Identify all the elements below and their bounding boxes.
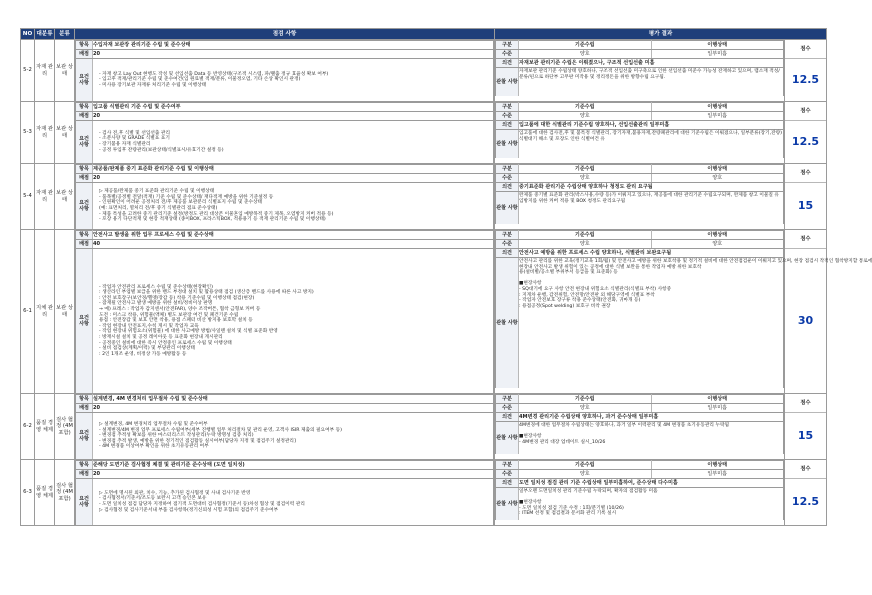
weight-value: 40 xyxy=(93,240,494,249)
weight-label: 배점 xyxy=(76,470,93,479)
div-label: 구분 xyxy=(496,395,519,404)
row-major: 품질 경영 체제 xyxy=(35,460,55,526)
check-cell xyxy=(75,460,495,526)
exec-level: 일부미흡 xyxy=(651,404,784,413)
exec-header: 이행상태 xyxy=(651,41,784,50)
req-label: 요건 사항 xyxy=(76,479,93,526)
score-cell xyxy=(785,102,827,164)
requirement-line: : 안전 보호장구(보안경/헬멧/장갑 등) 착용 기준수립 및 이행상태 점검(현장) xyxy=(99,295,255,301)
note-line: : 용접공정(Spot welding) 보호구 비착 권장 xyxy=(519,303,611,309)
weight-label: 배점 xyxy=(76,404,93,413)
evaluation-sheet xyxy=(20,28,872,526)
div-label: 구분 xyxy=(496,103,519,112)
requirement-line: ▷ 설계변경, 4M 변경처리 업무절차 수립 및 준수여부 xyxy=(99,422,208,428)
requirement-line: - 입고후 적재/관리기준 수립 및 준수여건(입 원료별 적재/분류, 이물정오염, 기타 손상 확인시 관정) xyxy=(99,77,301,83)
requirement-line: ▷ 검사협정 및 검사기준서내 부품 검사항목(정기신뢰성 시험 포함)의 점검주기 준수여부 xyxy=(99,507,279,513)
requirement-line: ▷ 도면에 명시된 외관, 치수, 기능, 추가된 검사협정 및 사내 검사기준 반영 xyxy=(99,490,251,496)
requirements xyxy=(93,479,494,526)
opinion-label: 의견 xyxy=(496,249,519,258)
requirement-line: - 검사 전,후 식별 및 선입선출 관리 xyxy=(99,130,170,136)
check-cell xyxy=(75,164,495,230)
item-title: 제공품/완제품 중기 표준화 관리기준 수립 및 이행상태 xyxy=(93,165,494,174)
std-level: 양호 xyxy=(519,470,652,479)
note-text: 입고품에 대한 검사전,후 및 불특정 식별관리, 장기자재,불용자재,잔량폐관리에 대한 기준수립은 이뤄졌으나, 일부분류(장기,잔량) 식별대기 해소 및 포장도 인한 식별여건 유 xyxy=(519,131,782,142)
requirements xyxy=(93,121,494,164)
requirement-line: - 설비 점검상(계획/이력) 및 부당관리 이행상태 xyxy=(99,346,195,352)
requirement-line: - 인원확인이 어려운 공정처리 전/후 제공품 보관분리 식별표지 수립 및 준수상태 xyxy=(99,200,263,206)
evaluation-table xyxy=(20,28,872,526)
note-line: : ITEM 선정 및 점검결과 문서화 관리 기록 실시 xyxy=(519,511,617,517)
check-cell xyxy=(75,40,495,102)
item-label: 항목 xyxy=(76,461,93,470)
row-major: 자재 관리 xyxy=(35,102,55,164)
requirement-line: : 2인 1개조 운영, 비정상 가동 예방활동 등 xyxy=(99,351,187,357)
level-label: 수준 xyxy=(496,174,519,183)
col-minor: 분류 xyxy=(55,29,75,40)
item-title: 안전사고 발생을 위한 업무 프로세스 수립 및 준수상태 xyxy=(93,231,494,240)
note-line: 안전사고 관리를 위한 교육(정기교육 1회/월) 및 안전사고 예방을 위한 보호착용 및 정기적 설비에 대한 안전점검운이 이뤄지고 있으며, 현장 점검시 작적인 협착방지할 통로에 xyxy=(519,259,872,264)
note-line: 용(설비별/공소별 부위부서 등급을 및 표준화) 등 xyxy=(519,270,618,276)
requirement-line: (예: 표면처리, 열처리 전/후 중기 식별관리 점표 준수상태) xyxy=(99,206,218,211)
opinion-text: 자재보관 관리기준 수립은 이뤄졌으나, 구조적 선입선출 미흡 xyxy=(519,59,784,68)
requirement-line: - 도면 일치성 점검 담당자 지정하여 점기적 도면대비 검사협정(기준서 등)차성 협상 및 점검이력 관리 xyxy=(99,502,305,507)
level-label: 수준 xyxy=(496,404,519,413)
row-no: 6-3 xyxy=(21,460,35,526)
score-value: 15 xyxy=(797,199,814,212)
std-level: 양호 xyxy=(519,112,652,121)
row-minor: 보관 상태 xyxy=(55,40,75,102)
note-cell xyxy=(519,488,784,521)
result-cell xyxy=(495,394,785,460)
note-text: 자재보관 관리기준 수립상태 양호하나, 구조적 선입선출 미구축으로 인한 선입선출 미준수 가능성 잔재하고 있으며, 랩소재 적성/분류/핀으로 하단부 고무판 미작용 및 정리정돈을 위한 방향수립 요구됨. xyxy=(519,69,780,80)
note-line: - 4M변경 관리 대장 업데이트 실시_10/26 xyxy=(519,439,606,445)
weight-value: 20 xyxy=(93,404,494,413)
level-label: 수준 xyxy=(496,470,519,479)
check-cell xyxy=(75,394,495,460)
opinion-label: 의견 xyxy=(496,59,519,68)
evaluation-row xyxy=(21,230,827,394)
item-label: 항목 xyxy=(76,231,93,240)
note-cell xyxy=(519,68,784,97)
score-value: 15 xyxy=(797,429,814,442)
row-major: 지체 관리 xyxy=(35,230,55,394)
requirement-line: - 소분사양 및 GRADE 식별표 표기 xyxy=(99,136,170,142)
weight-value: 20 xyxy=(93,112,494,121)
score-cell xyxy=(785,394,827,460)
level-label: 수준 xyxy=(496,112,519,121)
evaluation-row xyxy=(21,102,827,164)
evaluation-row xyxy=(21,40,827,102)
col-major: 대분류 xyxy=(35,29,55,40)
std-level: 양호 xyxy=(519,404,652,413)
requirement-line: - 잠재될 안전사고 발생 예방을 위한 설비/정비이상 판명 xyxy=(99,301,213,307)
score-label: 점수 xyxy=(785,230,826,249)
score-label: 점수 xyxy=(785,394,826,413)
requirement-line: ▷ 제공품/완제품 중기 표준화 관리기준 수립 및 이행상태 xyxy=(99,189,215,195)
div-label: 구분 xyxy=(496,231,519,240)
note-cell xyxy=(519,130,784,159)
result-cell xyxy=(495,164,785,230)
row-major: 자재 관리 xyxy=(35,164,55,230)
requirement-line: - 포장 용기 다단적재 및 현장 적재상태 (종이BOX, 프라스틱BOX, 적용용기 등 적재 관리기준 수립 및 이행상태) xyxy=(99,217,326,223)
requirement-line: - 장기불용 자재 식별관리 xyxy=(99,142,151,147)
opinion-label: 의견 xyxy=(496,479,519,488)
row-no: 5-3 xyxy=(21,102,35,164)
score-label: 점수 xyxy=(785,102,826,121)
note-line: 일부오렌 도면일치성 관리 기준수립 누락되며, 확자의 점검활동 미흡 xyxy=(519,489,658,494)
check-cell xyxy=(75,230,495,394)
requirement-line: - 작업 현장내 안전표지,수칙 게시 및 작업자 교육 xyxy=(99,323,199,329)
level-label: 수준 xyxy=(496,240,519,249)
note-line: ■현장사항 xyxy=(519,500,542,506)
opinion-text: 도면 일치성 점검 관리 기준 수립상태 일부미흡하여, 준수상태 다수미흡 xyxy=(519,479,784,488)
div-label: 구분 xyxy=(496,461,519,470)
requirement-line: - 품목별/공정별 전달(적재) 기준 수립 및 준수상태/ 재다적재 예방을 위한 기준설정 등 xyxy=(99,194,274,200)
std-level: 양호 xyxy=(519,240,652,249)
exec-header: 이행상태 xyxy=(651,231,784,240)
score-value: 12.5 xyxy=(791,135,820,148)
std-header: 기준수립 xyxy=(519,165,652,174)
check-cell xyxy=(75,102,495,164)
item-title: 수입자재 보관장 관리기준 수립 및 준수상태 xyxy=(93,41,494,50)
score-label: 점수 xyxy=(785,164,826,183)
note-line: ■현장사항 xyxy=(519,281,542,287)
score-cell xyxy=(785,164,827,230)
item-title: 설계변경, 4M 변경처리 업무절차 수립 및 준수상태 xyxy=(93,395,494,404)
requirement-line: - 공정 투입후 잔량관리(보관상태/식별표시/유효기간 설정 등) xyxy=(99,147,224,153)
requirements xyxy=(93,59,494,102)
note-label: 관찰 사항 xyxy=(496,130,519,159)
note-line: - 도면 일치성 점검 기준 수정 : 1회/분기별 (10/26) xyxy=(519,505,624,511)
requirement-line: - 작업 현장내 위험요소(위험물) 에 대한 사고예방 방법/사일랜 설치 및 식별 표준화 반영 xyxy=(99,329,278,335)
note-label: 관찰 사항 xyxy=(496,422,519,455)
result-cell xyxy=(495,460,785,526)
std-header: 기준수립 xyxy=(519,103,652,112)
opinion-label: 의견 xyxy=(496,121,519,130)
div-label: 구분 xyxy=(496,41,519,50)
std-level: 양호 xyxy=(519,50,652,59)
requirement-line: - 미사용 장기보관 자재류 처리기준 수립 및 이행상태 xyxy=(99,82,207,88)
std-header: 기준수립 xyxy=(519,395,652,404)
requirement-line: 도전 : 미스크 착용, 위험물(액체) 별도 보관장 여건 및 폐건기준 수립 xyxy=(99,312,239,318)
evaluation-row xyxy=(21,460,827,526)
row-minor: 검사 협정 (4M포함) xyxy=(55,460,75,526)
std-level: 양호 xyxy=(519,174,652,183)
row-minor: 보관 상태 xyxy=(55,164,75,230)
evaluation-row xyxy=(21,394,827,460)
opinion-label: 의견 xyxy=(496,183,519,192)
exec-header: 이행상태 xyxy=(651,395,784,404)
requirement-line: 용접 : 안전장갑 및 보호 안면 착용, 용접 스패터 비산 방지용 보호막 설치 등 xyxy=(99,318,253,324)
opinion-text: 중기표준화 관리기준 수립상태 양호하나 청정도 관리 요구됨 xyxy=(519,183,784,192)
requirements xyxy=(93,183,494,230)
item-label: 항목 xyxy=(76,395,93,404)
std-header: 기준수립 xyxy=(519,461,652,470)
weight-value: 20 xyxy=(93,174,494,183)
req-label: 요건 사항 xyxy=(76,249,93,394)
req-label: 요건 사항 xyxy=(76,413,93,460)
exec-level: 일부미흡 xyxy=(651,470,784,479)
requirement-line: : 생산라인 부업별 보급을 위한 밴드 부정대 설치 및 활용상태 점검 (생산층 밴드를 사용에 따른 사고 방지) xyxy=(99,290,314,296)
score-value: 12.5 xyxy=(791,73,820,86)
score-cell xyxy=(785,460,827,526)
exec-header: 이행상태 xyxy=(651,103,784,112)
result-cell xyxy=(495,102,785,164)
exec-level: 양호 xyxy=(651,240,784,249)
row-minor: 보관 상태 xyxy=(55,230,75,394)
requirement-line: - 공정중인 설비에 대한 즉시 안정중인 프로세스 수립 및 이행상태 xyxy=(99,340,232,346)
note-line: - 작업자 안전보호 장구류 착용 준수상태(안전화, 귀마개 등) xyxy=(519,298,641,304)
requirement-line: - 변경점 추적 발생, 예방을 위한 정기적인 점검활동 실시여부[담당자 지정 및 점검주기 설정관리] xyxy=(99,438,296,444)
row-major: 품질 경영 체제 xyxy=(35,394,55,460)
note-label: 관찰 사항 xyxy=(496,192,519,225)
col-result: 평가 결과 xyxy=(495,29,827,40)
item-label: 항목 xyxy=(76,41,93,50)
requirement-line: - 4M 변경품 이상여부 확인을 위한 초기유동관리 여부 xyxy=(99,444,209,450)
requirement-line: → 예) 프레스 : 작업자 감지센서(안전FAR), 양수 조작버튼, 협착 금형보 커버 등 xyxy=(99,307,261,313)
exec-level: 양호 xyxy=(651,174,784,183)
note-line: - SQ대기에 요구 사항 안전 현장내 위험요소 식별관리(식별표 부착) 사항중 xyxy=(519,286,672,292)
weight-value: 20 xyxy=(93,50,494,59)
opinion-text: 안전사고 예방을 위한 프로세스 수립 양호하나, 식별관리 보완요구됨 xyxy=(519,249,784,258)
note-text: 완제품 중기별 표준화 관리(박스사용,수량 등)가 이뤄지고 있으나, 재공품에 대한 관리기준 수립요구되며, 완제품 창고 이물질 유입방지를 위한 커버 적용 및 BOX 청정도 관리요구됨 xyxy=(519,193,779,204)
req-label: 요건 사항 xyxy=(76,183,93,230)
score-label: 점수 xyxy=(785,40,826,59)
requirement-line: - 설계변경/4M 변경 업무 프로세스 수립여부(세부 진행별 업무 처리절차 및 관리 운영, 고객사 ISIR 제출의 필요여부 등) xyxy=(99,427,342,433)
note-line: 4M변경에 대한 업무절차 수립상태는 양호하나, 과거 일부 이력관리 및 4M 변경품 초기유동관리 누락됨 xyxy=(519,423,730,428)
row-no: 5-2 xyxy=(21,40,35,102)
exec-level: 일부미흡 xyxy=(651,50,784,59)
std-header: 기준수립 xyxy=(519,41,652,50)
note-line: : 지게차 운행, 감전위험, 안전망/안전판 외 해당구역에 식별표 부착 xyxy=(519,292,655,298)
note-label: 관찰 사항 xyxy=(496,68,519,97)
requirements xyxy=(93,413,494,460)
row-no: 6-1 xyxy=(21,230,35,394)
score-value: 30 xyxy=(797,314,814,327)
opinion-text: 4M변경 관리기준 수립상태 양호하나, 과거 준수상태 일부미흡 xyxy=(519,413,784,422)
score-label: 점수 xyxy=(785,460,826,479)
level-label: 수준 xyxy=(496,50,519,59)
note-cell xyxy=(519,422,784,455)
note-line: 현장내 안전사고 발생 위험이 있는 공정에 대한 식별 보완을 통한 작업자 예방 위한 보호착 xyxy=(519,264,702,270)
req-label: 요건 사항 xyxy=(76,59,93,102)
weight-label: 배점 xyxy=(76,112,93,121)
weight-label: 배점 xyxy=(76,240,93,249)
score-cell xyxy=(785,40,827,102)
weight-label: 배점 xyxy=(76,50,93,59)
requirement-line: - 작업자 안전관리 프로세스 수립 및 준수상태(현장확인) xyxy=(99,284,213,290)
evaluation-row xyxy=(21,164,827,230)
note-line: ■현장사항 xyxy=(519,434,542,440)
col-no: NO xyxy=(21,29,35,40)
item-label: 항목 xyxy=(76,103,93,112)
result-cell xyxy=(495,40,785,102)
row-minor: 검사 협정 (4M포함) xyxy=(55,394,75,460)
score-value: 12.5 xyxy=(791,495,820,508)
requirement-line: : 방재시설 설치 및 공정 레이아웃 등 표준화 현장내 게시관리 xyxy=(99,334,223,340)
div-label: 구분 xyxy=(496,165,519,174)
requirement-line: - 변경점 추적성 확보를 위한 마스터리스트 작성관리(누락 방명성 검증 처리) xyxy=(99,433,254,439)
score-cell xyxy=(785,230,827,394)
item-label: 항목 xyxy=(76,165,93,174)
exec-header: 이행상태 xyxy=(651,165,784,174)
note-label: 관찰 사항 xyxy=(496,488,519,521)
std-header: 기준수립 xyxy=(519,231,652,240)
weight-label: 배점 xyxy=(76,174,93,183)
item-title: 준해당 도면기준 검사협정 체결 및 관리기준 준수상태 (도면 일치성) xyxy=(93,461,494,470)
note-cell xyxy=(519,192,784,225)
req-label: 요건 사항 xyxy=(76,121,93,164)
requirement-line: - 제품 특성을 고려한 중기 관리기준 설정(방정도 관리 대상폰 이물혼입 예방목적 중기 제목, 오염방지 커버 적용 등) xyxy=(99,211,334,217)
weight-value: 20 xyxy=(93,470,494,479)
row-no: 5-4 xyxy=(21,164,35,230)
row-minor: 보관 상태 xyxy=(55,102,75,164)
row-no: 6-2 xyxy=(21,394,35,460)
exec-level: 일부미흡 xyxy=(651,112,784,121)
opinion-text: 입고품에 대한 식별관리 기준수립 양호하나, 선입선출관리 일부미흡 xyxy=(519,121,784,130)
item-title: 입고품 식별관리 기준 수립 및 준수여부 xyxy=(93,103,494,112)
note-label: 관찰 사항 xyxy=(496,258,519,389)
col-check: 점검 사항 xyxy=(75,29,495,40)
requirement-line: - 자재 창고 Lay Out 현행도 작성 및 선입선출 Data 등 반영상태(구조적 시스템, 파/팰출 정규 효율성 확보 여부) xyxy=(99,71,329,77)
exec-header: 이행상태 xyxy=(651,461,784,470)
requirement-line: - 검사협정서/기준서/조도등 보완시 고객 승인본 보유 xyxy=(99,496,207,502)
requirements xyxy=(93,249,494,394)
opinion-label: 의견 xyxy=(496,413,519,422)
row-major: 자재 관리 xyxy=(35,40,55,102)
